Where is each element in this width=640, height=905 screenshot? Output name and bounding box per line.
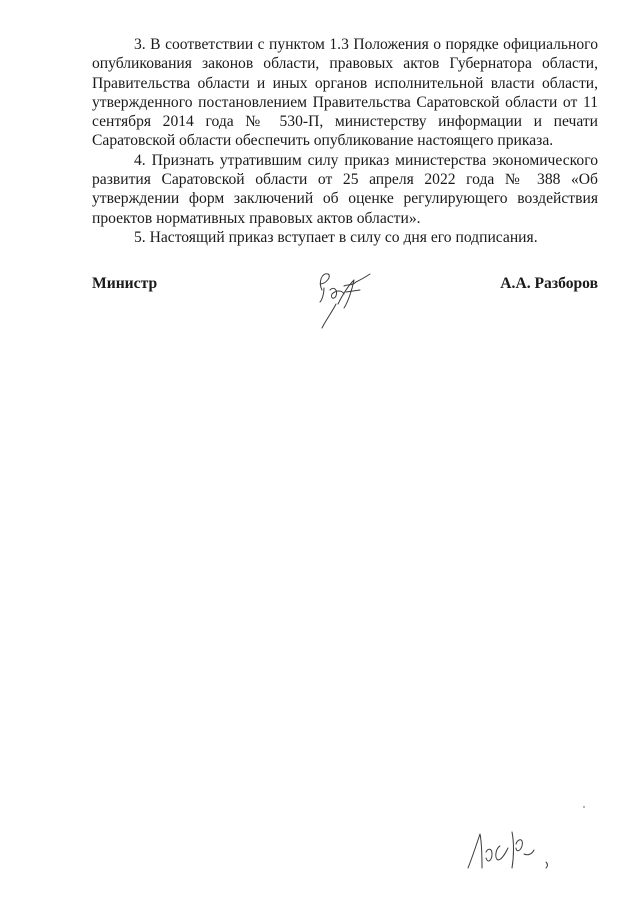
document-body — [92, 35, 598, 247]
handwritten-initials — [462, 818, 566, 878]
paragraph-5: 5. Настоящий приказ вступает в силу со дня его подписания. — [134, 228, 538, 246]
paragraph-4: 4. Признать утратившим силу приказ министерства экономического развития Саратовской области от 25 апреля 2022 года № 388 «Об утверждении форм заключений об оценке регулирующего воздействия проектов нормативных правовых актов области». — [92, 151, 598, 227]
signatory-name: А.А. Разборов — [500, 275, 598, 292]
handwritten-signature — [308, 260, 388, 332]
signatory-title: Министр — [92, 275, 158, 292]
scan-speck — [583, 806, 585, 808]
signature-block — [92, 274, 598, 344]
paragraph-3: 3. В соответствии с пунктом 1.3 Положения о порядке официального опубликования законов области, правовых актов Губернатора области, Правительства области и иных органов исполнительной власти области, утвержденного постановлением Правительства Саратовской области от 11 сентября 2014 года № 530-П, министерству информации и печати Саратовской области обеспечить опубликование настоящего приказа. — [92, 36, 598, 150]
